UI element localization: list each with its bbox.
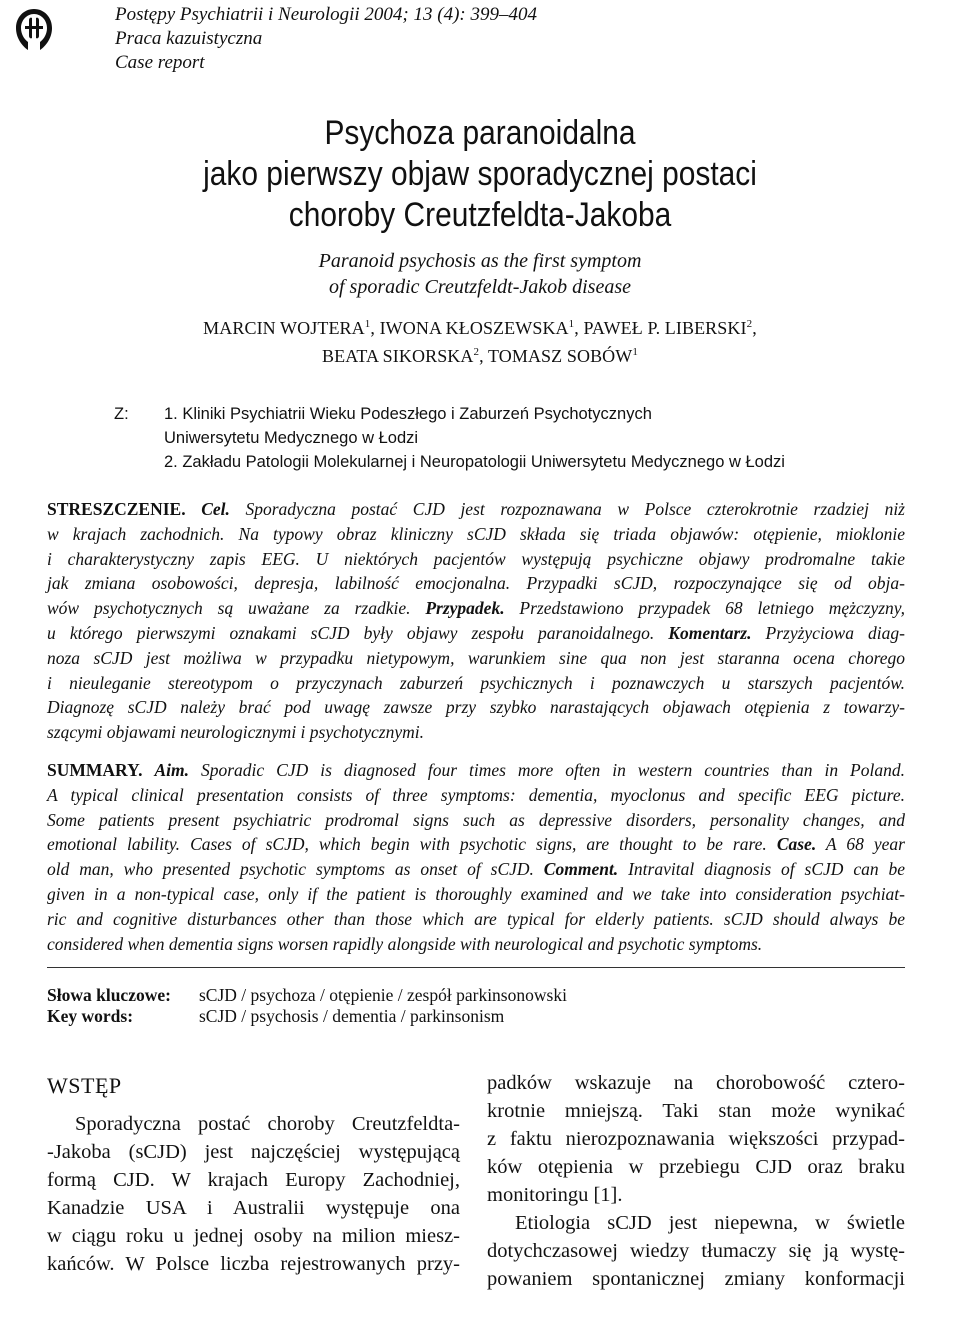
abstract-text: Diagnozę sCJD należy brać pod uwagę zawsze przy szybko narastających objawach otępienia z towarzy- bbox=[47, 697, 905, 718]
abstract-text: Przedstawiono przypadek 68 letniego mężczyzny, bbox=[504, 598, 905, 619]
abstract-text: szącymi objawami neurologicznymi i psychotycznymi. bbox=[47, 722, 424, 743]
author-affiliation-mark: 2 bbox=[473, 346, 480, 358]
abstract-text: given in a non-typical case, only if the patient is thoroughly examined and we take into consideration psychiat- bbox=[47, 883, 905, 904]
author-affiliation-mark: 2 bbox=[746, 318, 753, 330]
section-heading: WSTĘP bbox=[47, 1073, 122, 1098]
journal-header bbox=[115, 3, 537, 75]
abstract-section-label: Cel. bbox=[201, 499, 230, 519]
affiliation-line: Uniwersytetu Medycznego w Łodzi bbox=[164, 429, 419, 447]
paragraph-line: dotychczasowej wiedzy tłumaczy się ją wystę- bbox=[487, 1240, 905, 1262]
abstract-line bbox=[47, 832, 905, 857]
abstract-text: emotional lability. Cases of sCJD, which begin with psychotic signs, are thought to be rare. bbox=[47, 834, 777, 855]
section-divider bbox=[47, 967, 905, 968]
keywords-row bbox=[47, 1006, 567, 1027]
keywords-value: sCJD / psychosis / dementia / parkinsonism bbox=[199, 1006, 505, 1026]
abstract-text: Przyżyciowa diag- bbox=[751, 622, 905, 643]
abstract-text: wów psychotycznych są uważane za rzadkie. bbox=[47, 598, 426, 619]
body-column-right bbox=[487, 1069, 905, 1293]
article-subtitle bbox=[0, 248, 960, 300]
abstract-text: jak zmiana osobowości, depresja, labilność emocjonalna. Przypadki sCJD, rozpoczynające się od obja- bbox=[47, 573, 905, 594]
abstract-text: A typical clinical presentation consists of three symptoms: dementia, myoclonus and specific EEG picture. bbox=[47, 784, 905, 805]
abstract-label: STRESZCZENIE. bbox=[47, 499, 202, 519]
abstract-text: Sporadyczna postać CJD jest rozpoznawana w Polsce czterokrotnie rzadziej niż bbox=[229, 499, 905, 519]
journal-logo-icon bbox=[14, 8, 54, 52]
article-type-pl: Praca kazuistyczna bbox=[115, 28, 263, 49]
paragraph-line: kańców. W Polsce liczba rejestrowanych przy- bbox=[47, 1253, 460, 1275]
abstract-english bbox=[47, 758, 905, 956]
paragraph-line: powaniem spontanicznej zmiany konformacji bbox=[487, 1268, 905, 1290]
abstract-text: considered when dementia signs worsen rapidly alongside with neurological and psychotic symptoms. bbox=[47, 933, 763, 954]
affiliations bbox=[114, 402, 785, 474]
article-type-en: Case report bbox=[115, 52, 205, 73]
abstract-text: Some patients present psychiatric prodromal signs such as depressive disorders, personality changes, and bbox=[47, 809, 905, 830]
abstract-text: ric and cognitive disturbances other than those which are typical for elderly patients. sCJD should always be bbox=[47, 908, 905, 929]
abstract-line bbox=[47, 671, 905, 696]
abstract-line bbox=[47, 596, 905, 621]
abstract-text: old man, who presented psychotic symptoms as onset of sCJD. bbox=[47, 859, 544, 880]
author-name: MARCIN WOJTERA bbox=[203, 318, 365, 338]
abstract-line bbox=[47, 808, 905, 833]
abstract-section-label: Komentarz. bbox=[668, 622, 752, 643]
abstract-text: Intravital diagnosis of sCJD can be bbox=[618, 859, 905, 880]
abstract-line bbox=[47, 758, 905, 783]
abstract-line bbox=[47, 857, 905, 882]
author-name: IWONA KŁOSZEWSKA bbox=[379, 318, 569, 338]
author-affiliation-mark: 1 bbox=[568, 318, 575, 330]
title-line: jako pierwszy objaw sporadycznej postaci bbox=[203, 155, 757, 193]
keywords-label: Słowa kluczowe: bbox=[47, 985, 171, 1005]
abstract-text: i charakterystyczny zapis EEG. U niektórych pacjentów występują psychiczne objawy prodromalne takie bbox=[47, 548, 905, 569]
affiliation-prefix: Z: bbox=[114, 405, 129, 423]
abstract-text: A 68 year bbox=[816, 834, 905, 855]
author-name: TOMASZ SOBÓW bbox=[487, 346, 633, 366]
abstract-line bbox=[47, 882, 905, 907]
abstract-line bbox=[47, 720, 905, 745]
subtitle-line: of sporadic Creutzfeldt-Jakob disease bbox=[329, 276, 631, 298]
keywords-block bbox=[47, 985, 567, 1027]
abstract-line bbox=[47, 932, 905, 957]
body-column-left bbox=[47, 1072, 460, 1278]
affiliation-line: 1. Kliniki Psychiatrii Wieku Podeszłego i Zaburzeń Psychotycznych bbox=[164, 405, 652, 423]
abstract-line bbox=[47, 522, 905, 547]
author-name: BEATA SIKORSKA bbox=[322, 346, 474, 366]
abstract-section-label: Case. bbox=[776, 834, 817, 855]
paragraph-line: Kanadzie USA i Australii występuje ona bbox=[47, 1197, 460, 1219]
abstract-text: Sporadic CJD is diagnosed four times more often in western countries than in Poland. bbox=[189, 760, 905, 780]
abstract-line bbox=[47, 621, 905, 646]
journal-citation: Postępy Psychiatrii i Neurologii 2004; 13 (4): 399–404 bbox=[115, 4, 537, 25]
abstract-polish bbox=[47, 497, 905, 745]
article-title bbox=[58, 113, 903, 236]
paragraph-line: monitoringu [1]. bbox=[487, 1184, 623, 1206]
abstract-line bbox=[47, 907, 905, 932]
affiliation-line: 2. Zakładu Patologii Molekularnej i Neuropatologii Uniwersytetu Medycznego w Łodzi bbox=[164, 453, 785, 471]
title-line: Psychoza paranoidalna bbox=[324, 114, 636, 152]
author-line: MARCIN WOJTERA$^1$, IWONA KŁOSZEWSKA$^1$, PAWEŁ P. LIBERSKI$^2$, bbox=[203, 318, 757, 338]
keywords-row bbox=[47, 985, 567, 1006]
abstract-line bbox=[47, 783, 905, 808]
paragraph-line: w ciągu roku u jednej osoby na milion miesz- bbox=[47, 1225, 460, 1247]
author-affiliation-mark: 1 bbox=[364, 318, 371, 330]
abstract-label: SUMMARY. bbox=[47, 760, 155, 780]
keywords-value: sCJD / psychoza / otępienie / zespół parkinsonowski bbox=[199, 985, 567, 1005]
paragraph-line: Sporadyczna postać choroby Creutzfeldta- bbox=[75, 1113, 460, 1135]
author-affiliation-mark: 1 bbox=[632, 346, 638, 358]
paragraph-line: z faktu nierozpoznawania większości przypad- bbox=[487, 1128, 905, 1150]
keywords-label: Key words: bbox=[47, 1006, 134, 1026]
abstract-line bbox=[47, 646, 905, 671]
abstract-section-label: Przypadek. bbox=[425, 598, 505, 619]
title-line: choroby Creutzfeldta-Jakoba bbox=[288, 196, 672, 234]
paragraph-line: ków otępienia w przebiegu CJD oraz braku bbox=[487, 1156, 905, 1178]
author-name: PAWEŁ P. LIBERSKI bbox=[583, 318, 747, 338]
abstract-section-label: Comment. bbox=[543, 859, 619, 880]
abstract-line bbox=[47, 571, 905, 596]
paragraph-line: formą CJD. W krajach Europy Zachodniej, bbox=[47, 1169, 460, 1191]
abstract-section-label: Aim. bbox=[154, 760, 189, 780]
abstract-text: i nieuleganie stereotypom o przyczynach zaburzeń psychicznych i poznawczych u starszych pacjentów. bbox=[47, 672, 905, 693]
author-line: BEATA SIKORSKA$^2$, TOMASZ SOBÓW$^1$ bbox=[322, 346, 638, 366]
paragraph-line: Etiologia sCJD jest niepewna, w świetle bbox=[515, 1212, 905, 1234]
title-block bbox=[0, 113, 960, 370]
paragraph-line: krotnie mniejszą. Taki stan może wynikać bbox=[487, 1100, 905, 1122]
abstract-text: noza sCJD jest możliwa w przypadku nietypowym, warunkiem sine qua non jest staranna ocena chorego bbox=[47, 647, 905, 668]
abstract-line bbox=[47, 497, 905, 522]
abstract-text: w krajach zachodnich. Na typowy obraz kliniczny sCJD składa się triada objawów: otępienie, mioklonie bbox=[47, 523, 905, 544]
author-list bbox=[0, 314, 960, 370]
subtitle-line: Paranoid psychosis as the first symptom bbox=[318, 250, 642, 272]
abstract-text: u którego pierwszymi oznakami sCJD były objawy zespołu paranoidalnego. bbox=[47, 622, 669, 643]
abstract-line bbox=[47, 695, 905, 720]
paragraph-line: padków wskazuje na chorobowość cztero- bbox=[487, 1072, 905, 1094]
abstract-line bbox=[47, 547, 905, 572]
paragraph-line: -Jakoba (sCJD) jest najczęściej występującą bbox=[47, 1141, 460, 1163]
